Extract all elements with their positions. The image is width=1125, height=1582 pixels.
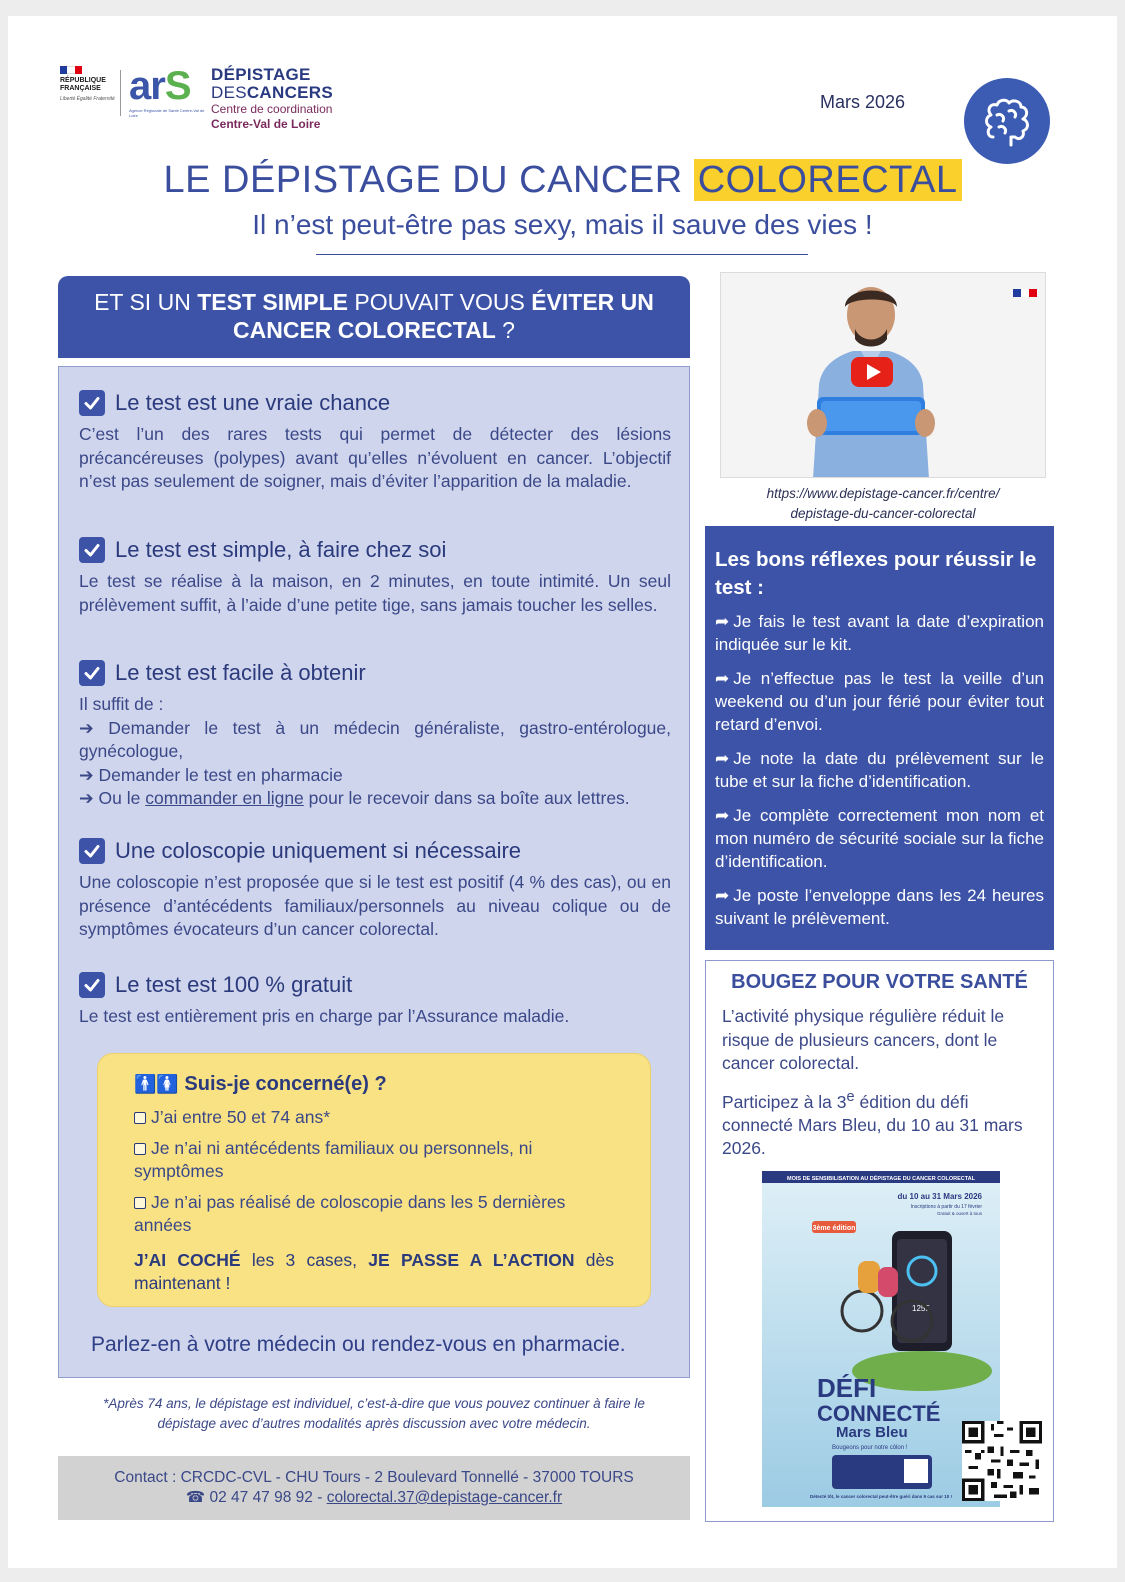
page-subtitle: Il n’est peut-être pas sexy, mais il sauve des vies ! xyxy=(252,209,873,240)
qr-code-icon[interactable] xyxy=(962,1421,1042,1501)
share-arrow-icon: ➦ xyxy=(715,749,730,768)
call-to-action: J’AI COCHÉ les 3 cases, JE PASSE A L’ACTION dès maintenant ! xyxy=(134,1250,615,1293)
item-heading: Le test est simple, à faire chez soi xyxy=(115,537,447,562)
arrow-right-icon: ➔ xyxy=(79,788,99,808)
poster-footer: Détecté tôt, le cancer colorectal peut-être guéri dans 9 cas sur 10 ! xyxy=(809,1494,953,1499)
checkbox-empty-icon xyxy=(134,1143,146,1155)
checkbox-empty-icon xyxy=(134,1197,146,1209)
title-highlight: COLORECTAL xyxy=(694,159,962,201)
ars-logo: arS Agence Régionale de Santé Centre-Val de Loire xyxy=(129,64,205,118)
item-heading: Le test est facile à obtenir xyxy=(115,660,366,685)
criteria-item: J’ai entre 50 et 74 ans* xyxy=(134,1106,614,1129)
contact-bar: Contact : CRCDC-CVL - CHU Tours - 2 Boulevard Tonnellé - 37000 TOURS ☎ 02 47 47 98 92 - colorectal.37@depistage-cancer.fr xyxy=(58,1456,690,1520)
poster-banner: MOIS DE SENSIBILISATION AU DÉPISTAGE DU CANCER COLORECTAL xyxy=(786,1176,976,1182)
checkbox-checked-icon xyxy=(79,390,105,416)
logo-separator xyxy=(120,70,121,116)
item-heading: Le test est une vraie chance xyxy=(115,390,391,415)
item-text: Le test est entièrement pris en charge par l’Assurance maladie. xyxy=(79,1006,570,1026)
info-item xyxy=(79,659,671,811)
footnote: *Après 74 ans, le dépistage est individuel, c’est-à-dire que vous pouvez continuer à faire le dépistage avec d’autres modalités après discussion avec votre médecin. xyxy=(103,1396,645,1431)
poster-defi: DÉFI xyxy=(817,1373,877,1403)
tip-item: ➦ Je n’effectue pas le test la veille d’un weekend ou d’un jour férié pour éviter tout retard d’envoi. xyxy=(715,669,1044,734)
share-arrow-icon: ➦ xyxy=(715,806,730,825)
info-item xyxy=(79,971,671,1029)
header-logos xyxy=(60,66,333,136)
share-arrow-icon: ➦ xyxy=(715,612,730,631)
item-text: Une coloscopie n’est proposée que si le test est positif (4 % des cas), ou en présence d’antécédents familiaux/personnels au niveau colique ou de symptômes évocateurs d’un cancer colorectal. xyxy=(79,872,671,939)
checkbox-checked-icon xyxy=(79,972,105,998)
tips-heading: Les bons réflexes pour réussir le test : xyxy=(715,548,1037,599)
arrow-right-icon: ➔ xyxy=(79,764,99,785)
email-link[interactable]: colorectal.37@depistage-cancer.fr xyxy=(326,1489,563,1506)
poster-connecte: CONNECTÉ xyxy=(817,1401,941,1426)
tip-item: ➦ Je fais le test avant la date d’expiration indiquée sur le kit. xyxy=(715,612,1044,654)
poster-dates-sub: Inscriptions à partir du 17 février xyxy=(910,1204,982,1210)
poster-bougeons: Bougeons pour notre côlon ! xyxy=(832,1445,908,1451)
poster-steps: 1255 xyxy=(912,1304,930,1313)
criteria-item: Je n’ai pas réalisé de coloscopie dans les 5 dernières années xyxy=(134,1192,566,1235)
tip-item: ➦ Je poste l’enveloppe dans les 24 heures suivant le prélèvement. xyxy=(715,886,1044,928)
order-online-link[interactable]: commander en ligne xyxy=(145,788,304,808)
concerned-box xyxy=(97,1053,651,1307)
page-title: LE DÉPISTAGE DU CANCER COLORECTAL xyxy=(8,158,1117,202)
poster-mars-bleu: Mars Bleu xyxy=(836,1424,908,1441)
video-url[interactable]: https://www.depistage-cancer.fr/centre/ depistage-du-cancer-colorectal xyxy=(766,486,1000,521)
republique-francaise-logo: RÉPUBLIQUE FRANÇAISE Liberté Égalité Fraternité xyxy=(60,66,116,102)
tip-item: ➦ Je note la date du prélèvement sur le tube et sur la fiche d’identification. xyxy=(715,749,1044,791)
question-banner: ET SI UN TEST SIMPLE POUVAIT VOUS ÉVITER UN CANCER COLORECTAL ? xyxy=(58,276,690,358)
poster-edition: 3ème édition xyxy=(812,1225,856,1232)
info-panel xyxy=(58,366,690,1378)
arrow-right-icon: ➔ xyxy=(79,717,109,738)
share-arrow-icon: ➦ xyxy=(715,669,730,688)
talk-to-doctor: Parlez-en à votre médecin ou rendez-vous en pharmacie. xyxy=(91,1333,626,1356)
physical-activity-box xyxy=(705,960,1054,1522)
item-heading: Une coloscopie uniquement si nécessaire xyxy=(115,838,522,863)
item-text: C’est l’un des rares tests qui permet de détecter des lésions précancéreuses (polypes) avant qu’elles n’évoluent en cancer. L’objectif n’est pas seulement de soigner, mais d’éviter l’apparition de la maladie. xyxy=(79,424,671,491)
poster-dates-sub2: Gratuit & ouvert à tous xyxy=(936,1211,982,1216)
info-item xyxy=(79,389,671,494)
move-text: L’activité physique régulière réduit le risque de plusieurs cancers, dont le cancer colorectal. xyxy=(722,1006,1005,1073)
tip-item: ➦ Je complète correctement mon nom et mon numéro de sécurité sociale sur la fiche d’identification. xyxy=(715,806,1044,871)
concerned-heading: 🚹🚺 Suis-je concerné(e) ? xyxy=(134,1073,387,1095)
depistage-logo: DÉPISTAGE DESCANCERS Centre de coordination Centre-Val de Loire xyxy=(211,65,334,131)
title-divider xyxy=(316,254,808,255)
phone-number[interactable]: 02 47 47 98 92 xyxy=(209,1489,313,1506)
item-heading: Le test est 100 % gratuit xyxy=(115,972,353,997)
move-text: Participez à la 3e édition du défi connecté Mars Bleu, du 10 au 31 mars 2026. xyxy=(722,1088,1023,1159)
info-item xyxy=(79,536,671,617)
french-flag-icon xyxy=(60,66,82,74)
criteria-item: Je n’ai ni antécédents familiaux ou personnels, ni symptômes xyxy=(134,1138,533,1181)
checkbox-checked-icon xyxy=(79,537,105,563)
poster-dates: du 10 au 31 Mars 2026 xyxy=(897,1192,982,1201)
checkbox-checked-icon xyxy=(79,660,105,686)
share-arrow-icon: ➦ xyxy=(715,886,730,905)
colon-icon xyxy=(964,78,1050,164)
flyer-page xyxy=(8,16,1117,1568)
move-heading: BOUGEZ POUR VOTRE SANTÉ xyxy=(731,971,1028,993)
people-icon: 🚹🚺 xyxy=(134,1074,179,1094)
checkbox-checked-icon xyxy=(79,838,105,864)
video-thumbnail[interactable] xyxy=(720,272,1046,478)
phone-icon: ☎ xyxy=(185,1489,210,1506)
item-text: Il suffit de : ➔ Demander le test à un médecin généraliste, gastro-entérologue, gynécologue, ➔ Demander le test en pharmacie ➔ Ou le commander en ligne pour le recevoir dans sa boîte aux lettres. xyxy=(79,694,672,808)
issue-date: Mars 2026 xyxy=(820,92,906,112)
info-item xyxy=(79,837,671,942)
item-text: Le test se réalise à la maison, en 2 minutes, en toute intimité. Un seul prélèvement suffit, à l’aide d’une petite tige, sans jamais toucher les selles. xyxy=(79,571,671,615)
tips-box xyxy=(705,526,1054,950)
checkbox-empty-icon xyxy=(134,1112,146,1124)
